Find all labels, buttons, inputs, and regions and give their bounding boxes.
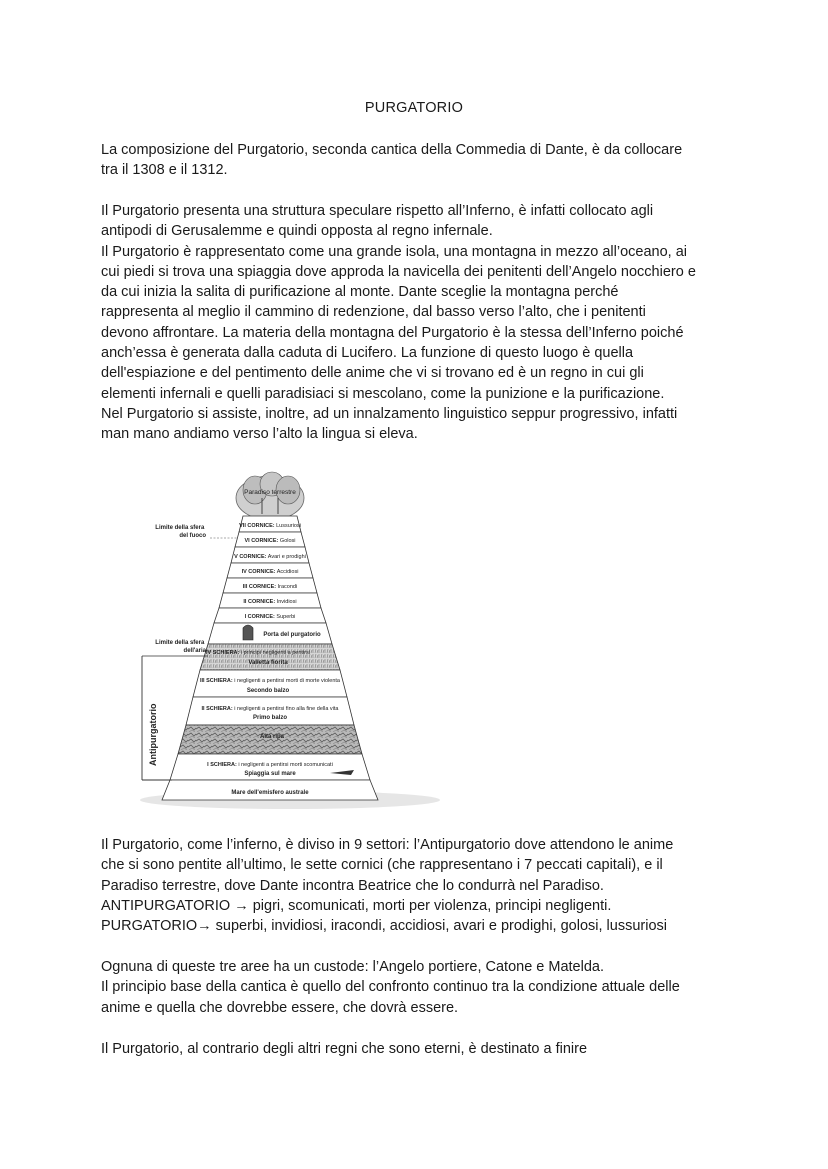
schiera-label: III SCHIERA: (199, 678, 233, 684)
cornice-label: II CORNICE: (243, 599, 276, 605)
cornice-label: VII CORNICE: (239, 523, 275, 529)
text-line: elementi infernali e quelli paradisiaci si mescolano, come la punizione e la purificazione. (101, 385, 665, 402)
text-line: rappresenta al meglio il cammino di redenzione, dal basso verso l’alto, che i penitenti (101, 304, 646, 321)
schiera-desc: i negligenti a pentirsi morti scomunicati (238, 762, 333, 768)
text-line: Nel Purgatorio si assiste, inoltre, ad un innalzamento linguistico seppur progressivo, infatti (101, 405, 678, 422)
svg-text:VI CORNICE: Golosi (244, 538, 295, 544)
page-title: PURGATORIO (364, 100, 464, 116)
cornice-desc: Lussuriosi (276, 523, 301, 529)
schiera-2-caption (202, 706, 340, 712)
text-line: Paradiso terrestre, dove Dante incontra Beatrice che lo condurrà nel Paradiso. (101, 877, 604, 894)
cornice-desc: Iracondi (277, 584, 298, 590)
paradiso-trees (236, 472, 304, 520)
mare-label: Mare dell'emisfero australe (231, 790, 309, 796)
cornice-desc: Accidiosi (276, 569, 299, 575)
schiera-label: II SCHIERA: (201, 706, 233, 712)
schiera-label: I SCHIERA: (207, 762, 237, 768)
cornice-1 (214, 608, 326, 623)
svg-text:III CORNICE: Iracondi (243, 584, 297, 590)
cornice-desc: Invidiosi (276, 599, 297, 605)
text-line: Il Purgatorio è rappresentato come una grande isola, una montagna in mezzo all’oceano, ai (101, 243, 688, 260)
cornice-label: III CORNICE: (242, 584, 277, 590)
limite-aria-label: Limite della sfera dell'aria (155, 640, 206, 654)
spiaggia-label: Spiaggia sul mare (244, 771, 296, 777)
paragraph-sectors (101, 835, 741, 936)
schiera-4-caption (206, 650, 310, 656)
text-line: Il Purgatorio, come l’inferno, è diviso in 9 settori: l’Antipurgatorio dove attendono le anime (101, 837, 674, 853)
text-line: PURGATORIO→ superbi, invidiosi, iracondi, accidiosi, avari e prodighi, golosi, lussuriosi (101, 918, 667, 935)
svg-text:I CORNICE: Superbi (245, 614, 296, 620)
primo-balzo-label: Primo balzo (252, 715, 288, 721)
schiera-3-caption (200, 678, 341, 684)
cornice-label: IV CORNICE: (241, 569, 276, 575)
antipurgatorio-label: Antipurgatorio (148, 703, 158, 766)
svg-text:IV CORNICE: Accidiosi (242, 569, 299, 575)
text-line: man mano andiamo verso l’alto la lingua si eleva. (101, 426, 418, 443)
text-line: antipodi di Gerusalemme e quindi opposta al regno infernale. (101, 223, 493, 240)
valletta-terrace (200, 644, 340, 670)
alta-ripa-label: Alta ripa (259, 734, 285, 740)
schiera-desc: i negligenti a pentirsi morti di morte violenta (234, 678, 341, 684)
cornice-2 (219, 593, 321, 608)
schiera-label: IV SCHIERA: (206, 650, 240, 656)
text-line: dell'espiazione e del pentimento delle anime che vi si trovano ed è un regno in cui gli (101, 365, 644, 382)
cornice-5 (231, 547, 309, 563)
cornice-desc: Golosi (279, 538, 296, 544)
cornice-desc: Superbi (276, 614, 296, 620)
text-line: Il Purgatorio presenta una struttura speculare rispetto all’Inferno, è infatti collocato agli (101, 203, 654, 219)
paragraph-finale (101, 1039, 741, 1059)
text-line: anch’essa è generata dalla caduta di Lucifero. La funzione di questo luogo è quella (101, 345, 634, 362)
cornice-label: VI CORNICE: (244, 538, 279, 544)
paragraph-custodi (101, 957, 741, 1018)
svg-text:VII CORNICE: Lussuriosi (239, 523, 301, 529)
svg-text:II CORNICE: Invidiosi (243, 599, 296, 605)
secondo-balzo-label: Secondo balzo (246, 688, 290, 694)
text-line: Il Purgatorio, al contrario degli altri regni che sono eterni, è destinato a finire (101, 1041, 588, 1057)
schiera-desc: i negligenti a pentirsi fino alla fine della vita (234, 706, 339, 712)
limite-fuoco-label: Limite della sfera del fuoco (155, 525, 206, 539)
paragraph-structure (101, 201, 741, 445)
text-line: tra il 1308 e il 1312. (101, 162, 228, 179)
text-line: Ognuna di queste tre aree ha un custode: l’Angelo portiere, Catone e Matelda. (101, 959, 604, 975)
schiera-1-caption (207, 762, 333, 768)
valletta-label: Valletta fiorita (248, 660, 288, 666)
cornice-label: V CORNICE: (234, 554, 267, 560)
text-line: cui piedi si trova una spiaggia dove approda la navicella dei penitenti dell’Angelo nocchiero e (101, 263, 696, 280)
cornice-7 (239, 516, 301, 532)
text-line: da cui inizia la salita di purificazione al monte. Dante sceglie la montagna perché (101, 284, 619, 301)
cornice-3 (223, 578, 317, 593)
text-line: Il principio base della cantica è quello del confronto continuo tra la condizione attuale delle (101, 979, 680, 996)
cornice-label: I CORNICE: (244, 614, 275, 620)
paragraph-intro (101, 140, 741, 181)
schiera-desc: i principi negligenti a pentirsi (240, 650, 310, 656)
porta-label: Porta del purgatorio (263, 632, 321, 638)
text-line: anime e quella che dovrebbe essere, che dovrà essere. (101, 999, 459, 1016)
text-line: La composizione del Purgatorio, seconda cantica della Commedia di Dante, è da collocare (101, 142, 683, 158)
cornice-desc: Avari e prodighi (267, 554, 306, 560)
paradiso-label: Paradiso terrestre (244, 489, 296, 496)
cornice-6 (235, 532, 305, 547)
cornice-4 (227, 563, 313, 578)
text-line: devono affrontare. La materia della montagna del Purgatorio è la stessa dell’Inferno poiché (101, 324, 684, 341)
text-line: ANTIPURGATORIO → pigri, scomunicati, morti per violenza, principi negligenti. (101, 897, 612, 914)
text-line: che si sono pentite all’ultimo, le sette cornici (che rappresentano i 7 peccati capitali), e il (101, 857, 663, 874)
svg-text:V CORNICE: Avari e prodighi (234, 554, 306, 560)
purgatorio-mountain-diagram (140, 468, 470, 810)
